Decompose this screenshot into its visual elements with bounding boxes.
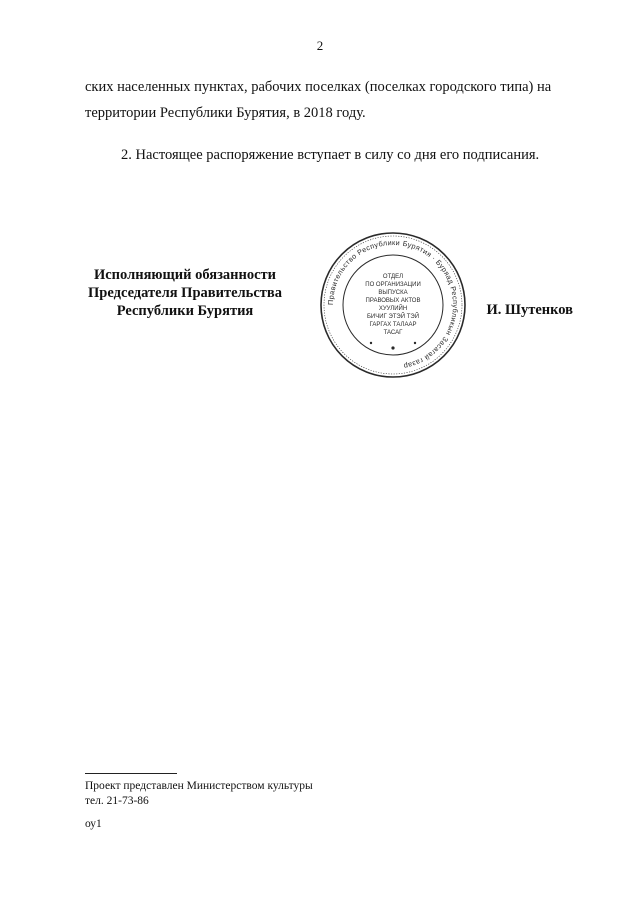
seal-dot	[370, 342, 372, 344]
official-seal-stamp	[318, 230, 468, 380]
paragraph-effective-date: 2. Настоящее распоряжение вступает в силу со дня его подписания.	[121, 147, 540, 163]
signatory-title	[70, 266, 300, 320]
footnote-line: тел. 21-73-86	[85, 795, 149, 807]
seal-center-line: ВЫПУСКА	[378, 290, 408, 296]
paragraph-continuation	[85, 74, 573, 126]
document-code: оу1	[85, 818, 102, 830]
footnote-line: Проект представлен Министерством культуры	[85, 780, 313, 792]
signatory-title-line: Исполняющий обязанности	[93, 267, 277, 283]
seal-center-line: БИЧИГ ЭТЭЙ ТЭЙ	[366, 314, 420, 320]
seal-serrated-ring	[324, 236, 462, 374]
page-number: 2	[316, 38, 324, 53]
seal-dot	[391, 346, 394, 349]
paragraph-line: территории Республики Бурятия, в 2018 году.	[85, 105, 366, 121]
footnote-divider	[85, 773, 177, 774]
seal-center-line: ОТДЕЛ	[382, 274, 404, 280]
paragraph-line: ских населенных пунктах, рабочих поселках (поселках городского типа) на	[85, 79, 552, 95]
signatory-name: И. Шутенков	[486, 302, 573, 318]
seal-center-line: ТАСАГ	[383, 330, 403, 336]
seal-inner-ring	[343, 255, 443, 355]
footnote	[85, 779, 313, 809]
seal-center-line: ГАРГАХ ТАЛААР	[369, 322, 417, 328]
seal-center-line: ХУУЛИЙН	[378, 306, 408, 312]
seal-dot	[414, 342, 416, 344]
signatory-title-line: Республики Бурятия	[116, 303, 254, 319]
seal-center-line: ПРАВОВЫХ АКТОВ	[365, 298, 421, 304]
seal-center-line: ПО ОРГАНИЗАЦИИ	[365, 282, 421, 288]
seal-outer-text: Правительство Республики Бурятия · Буряад Республикын Засагай газар	[325, 237, 461, 372]
seal-center-text	[365, 274, 421, 336]
signatory-title-line: Председателя Правительства	[88, 285, 282, 301]
